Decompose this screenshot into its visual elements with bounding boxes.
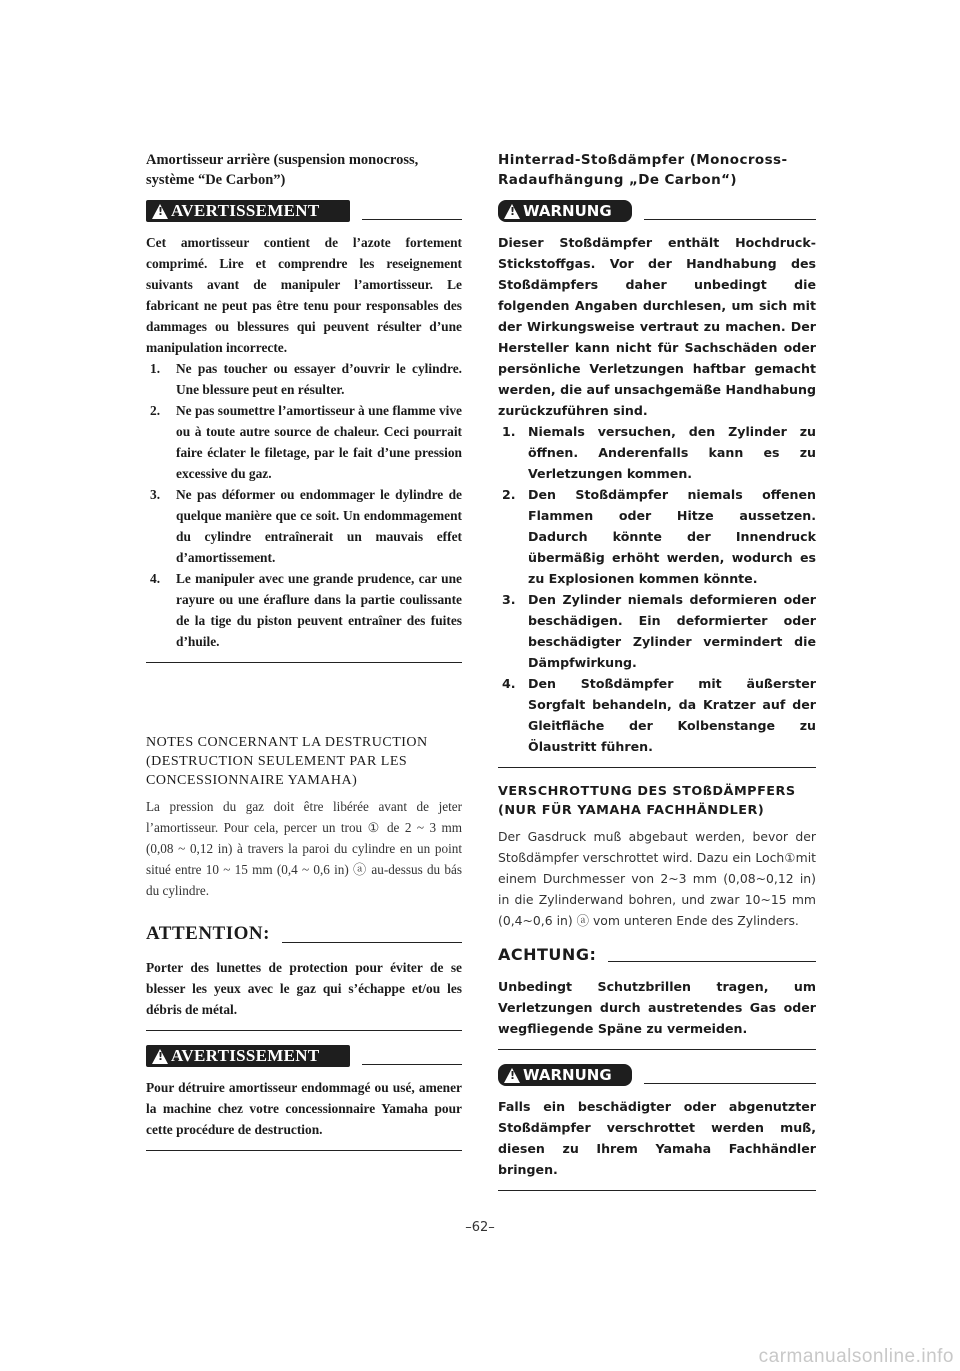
list-item: 1. Niemals versuchen, den Zylinder zu öffnen. Anderenfalls kann es zu Verletzungen kommen. [502,424,816,481]
fr-attention-text: Porter des lunettes de protection pour éviter de se blesser les yeux avec le gaz qui s’échappe et/ou les débris de métal. [146,960,462,1017]
fr-notes-title: NOTES CONCERNANT LA DESTRUCTION (DESTRUCTION SEULEMENT PAR LES CONCESSIONNAIRE YAMAHA) [146,735,428,788]
french-column [146,150,462,1151]
watermark: carmanualsonline.info [758,1346,954,1367]
page-number: –62– [465,1220,495,1235]
fr-warning-badge [146,200,350,222]
fr-warning-list [146,358,462,652]
fr-warning2-rule [362,1064,462,1065]
de-attention-header [498,945,816,964]
fr-warning-header [146,200,462,222]
list-item: 4. Den Stoßdämpfer mit äußerster Sorgfalt behandeln, da Kratzer auf der Gleitfläche der Kolbenstange zu Ölaustritt führen. [502,676,816,754]
fr-attention-end-rule [146,1030,462,1031]
fr-warning-text: Cet amortisseur contient de l’azote fortement comprimé. Lire et comprendre les reseignement suivants avant de manipuler l’amortisseur. Le fabricant ne peut pas être tenu pour responsables des dammages ou blessures qui peuvent résulter d’une manipulation incorrecte. [146,235,462,355]
fr-warning2-label: AVERTISSEMENT [171,1046,320,1065]
fr-warning2-badge [146,1045,350,1067]
fr-warning-end-rule [146,662,462,663]
de-attention-end-rule [498,1049,816,1050]
list-item: 2. Den Stoßdämpfer niemals offenen Flammen oder Hitze aussetzen. Dadurch könnte der Innendruck übermäßig erhöht werden, wodurch es zu Explosionen kommen könnte. [502,487,816,586]
list-item: 1. Ne pas toucher ou essayer d’ouvrir le cylindre. Une blessure peut en résulter. [150,361,462,397]
warning-triangle-icon [504,204,520,219]
de-warning-text: Dieser Stoßdämpfer enthält Hochdruck-Stickstoffgas. Vor der Handhabung des Stoßdämpfers daher unbedingt die folgenden Angaben durchlesen, um sich mit der Wirkungsweise vertraut zu machen. Der Hersteller kann nicht für Sachschäden oder persönliche Verletzungen haftbar gemacht werden, die auf unsachgemäße Handhabung zurückzuführen sind. [498,235,816,418]
de-attention-rule [608,961,816,962]
german-column [498,150,816,1191]
list-item: 4. Le manipuler avec une grande prudence, car une rayure ou une éraflure dans la partie coulissante de la tige du piston peuvent entraîner des fuites d’huile. [150,571,462,649]
fr-warning-label: AVERTISSEMENT [171,201,320,220]
de-warning2-rule [644,1083,816,1084]
de-warning-list [498,421,816,757]
de-attention-text: Unbedingt Schutzbrillen tragen, um Verletzungen durch austretendes Gas oder wegfliegende Späne zu vermeiden. [498,979,816,1036]
list-item: 3. Den Zylinder niemals deformieren oder beschädigen. Ein deformierter oder beschädigter Zylinder vermindert die Dämpfwirkung. [502,592,816,670]
de-heading: Hinterrad-Stoßdämpfer (Monocross-Radaufhängung „De Carbon“) [498,152,788,188]
de-warning2-end-rule [498,1190,816,1191]
fr-notes-text: La pression du gaz doit être libérée avant de jeter l’amortisseur. Pour cela, percer un trou ① de 2 ~ 3 mm (0,08 ~ 0,12 in) à travers la paroi du cylindre en un point situé entre 10 ~ 15 mm (0,4 ~ 0,6 in) ⓐ au-dessus du bás du cylindre. [146,799,462,898]
fr-heading: Amortisseur arrière (suspension monocross, système “De Carbon”) [146,152,419,188]
fr-attention-header [146,923,462,945]
de-attention-label: ACHTUNG: [498,945,597,964]
fr-attention-rule [282,942,462,943]
fr-attention-label: ATTENTION: [146,923,270,944]
warning-triangle-icon [152,204,168,219]
de-warning-badge [498,200,632,222]
de-notes-text: Der Gasdruck muß abgebaut werden, bevor der Stoßdämpfer verschrottet wird. Dazu ein Loch①mit einem Durchmesser von 2~3 mm (0,08~0,12 in) in die Zylinderwand bohren, und zwar 10~15 mm (0,4~0,6 in) ⓐ vom unteren Ende des Zylinders. [498,829,816,928]
warning-triangle-icon [504,1068,520,1083]
de-warning2-text: Falls ein beschädigter oder abgenutzter Stoßdämpfer verschrottet werden muß, diesen zu Ihrem Yamaha Fachhändler bringen. [498,1099,816,1177]
de-warning-rule [644,219,816,220]
de-warning2-header [498,1064,816,1086]
fr-warning-rule [362,219,462,220]
fr-warning2-header [146,1045,462,1067]
fr-warning2-end-rule [146,1150,462,1151]
de-warning-end-rule [498,767,816,768]
de-warning-label: WARNUNG [523,202,612,220]
de-notes-title: VERSCHROTTUNG DES STOßDÄMPFERS (NUR FÜR YAMAHA FACHHÄNDLER) [498,784,796,818]
list-item: 2. Ne pas soumettre l’amortisseur à une flamme vive ou à toute autre source de chaleur. Ceci pourrait faire éclater le filetage, par le fait d’une pression excessive du gaz. [150,403,462,481]
fr-warning2-text: Pour détruire amortisseur endommagé ou usé, amener la machine chez votre concessionnaire Yamaha pour cette procédure de destruction. [146,1080,462,1137]
de-warning-header [498,200,816,222]
warning-triangle-icon [152,1049,168,1064]
list-item: 3. Ne pas déformer ou endommager le dylindre de quelque manière que ce soit. Un endommagement du cylindre entraînerait un mauvais effet d’amortissement. [150,487,462,565]
de-warning2-badge [498,1064,632,1086]
de-warning2-label: WARNUNG [523,1066,612,1084]
